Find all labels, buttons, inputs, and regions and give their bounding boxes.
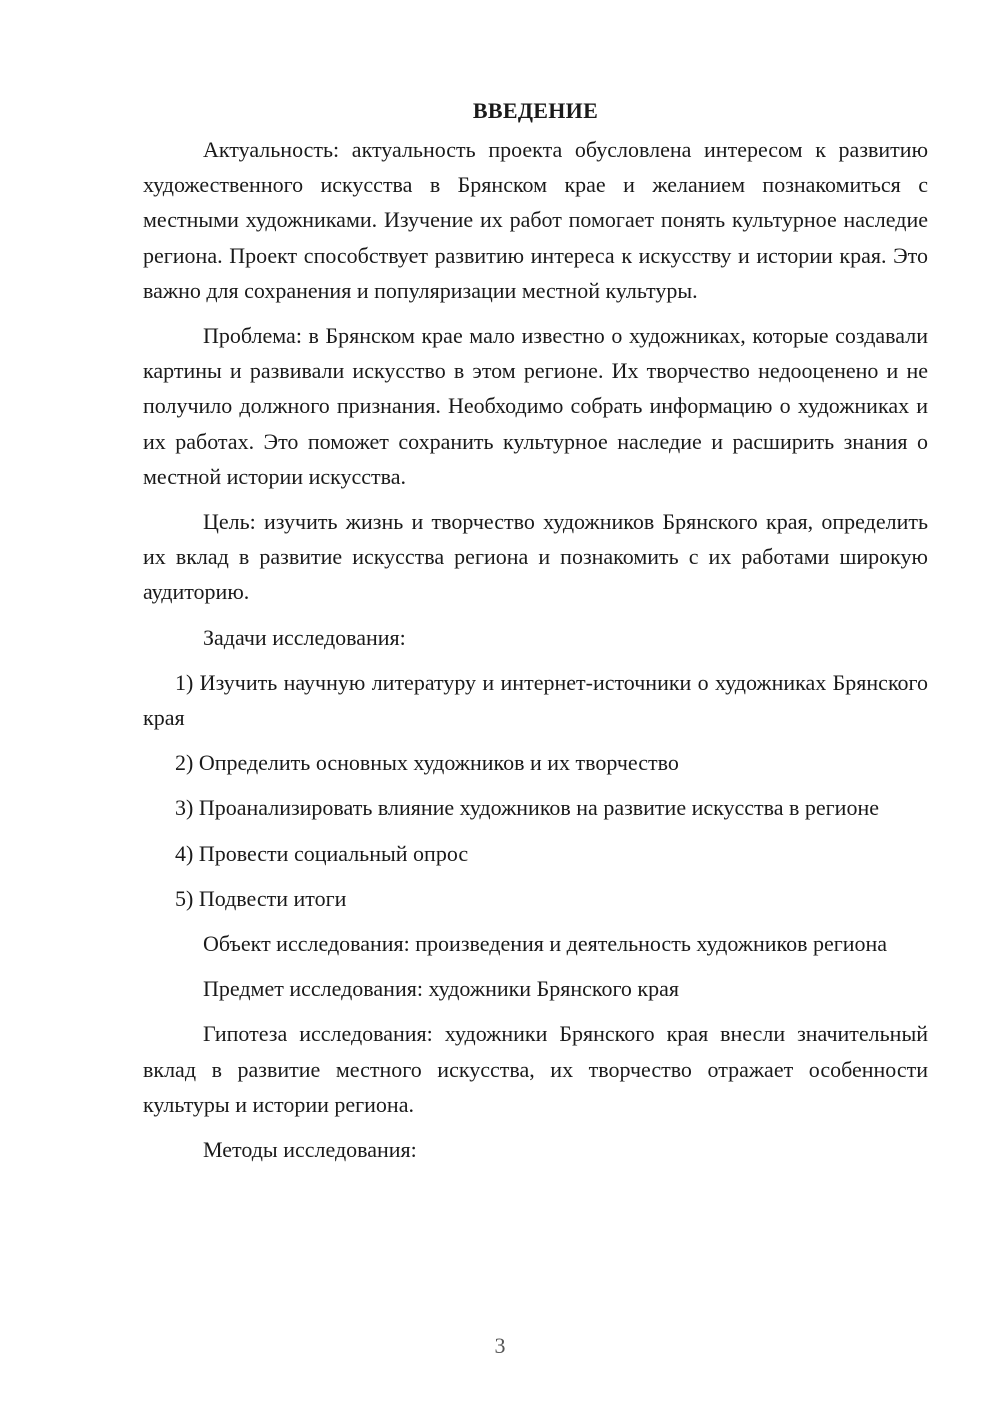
paragraph-problem: Проблема: в Брянском крае мало известно о художниках, которые создавали картины и развивали искусство в этом регионе. Их творчество недооценено и не получило должного признания. Необходимо собрать информацию о художниках и их работах. Это поможет сохранить культурное наследие и расширить знания о местной истории искусства. <box>143 323 928 489</box>
list-item: 3) Проанализировать влияние художников на развитие искусства в регионе <box>175 795 879 821</box>
paragraph-relevance: Актуальность: актуальность проекта обусловлена интересом к развитию художественного искусства в Брянском крае и желанием познакомиться с местными художниками. Изучение их работ помогает понять культурное наследие региона. Проект способствует развитию интереса к искусству и истории края. Это важно для сохранения и популяризации местной культуры. <box>143 137 928 303</box>
methods-heading: Методы исследования: <box>203 1137 417 1163</box>
list-item: 4) Провести социальный опрос <box>175 840 469 866</box>
paragraph-hypothesis: Гипотеза исследования: художники Брянского края внесли значительный вклад в развитие местного искусства, их творчество отражает особенности культуры и истории региона. <box>143 1021 928 1117</box>
paragraph-subject: Предмет исследования: художники Брянского края <box>203 976 679 1002</box>
list-item: 1) Изучить научную литературу и интернет-источники о художниках Брянского края <box>143 669 928 731</box>
paragraph-goal: Цель: изучить жизнь и творчество художников Брянского края, определить их вклад в развитие искусства региона и познакомить с их работами широкую аудиторию. <box>143 509 928 605</box>
tasks-list <box>143 665 928 916</box>
paragraph-object: Объект исследования: произведения и деятельность художников региона <box>203 931 888 957</box>
list-item: 2) Определить основных художников и их творчество <box>175 750 679 776</box>
document-title: ВВЕДЕНИЕ <box>472 98 599 123</box>
document-page <box>143 96 928 1177</box>
page-number: 3 <box>494 1333 506 1358</box>
list-item: 5) Подвести итоги <box>175 885 347 911</box>
tasks-heading: Задачи исследования: <box>203 624 406 650</box>
